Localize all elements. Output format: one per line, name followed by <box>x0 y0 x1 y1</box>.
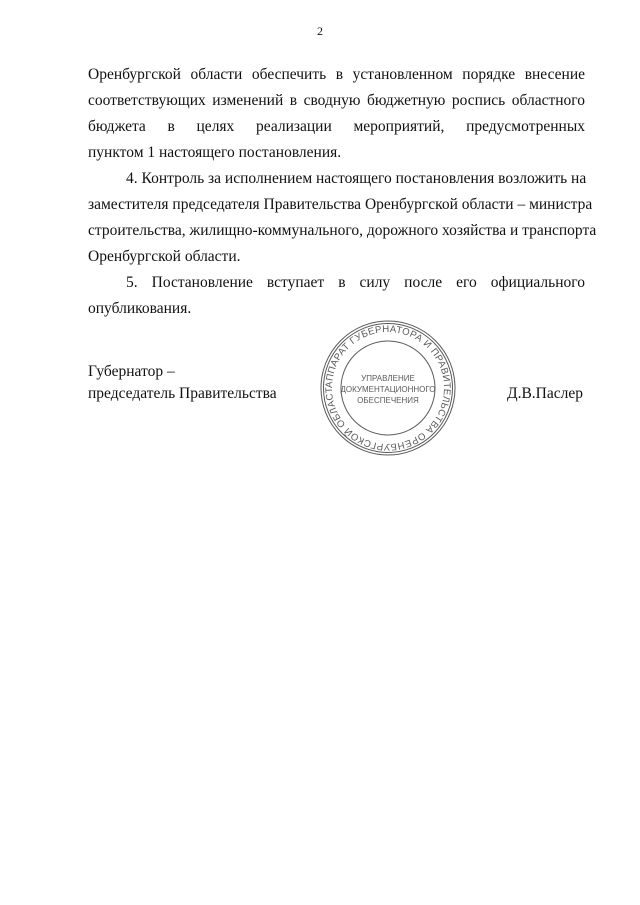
signature-position-line: Губернатор – <box>88 363 175 380</box>
signature-position-line: председатель Правительства <box>88 385 277 402</box>
stamp-center-text: УПРАВЛЕНИЕ <box>361 374 415 383</box>
paragraph-effect <box>88 270 585 322</box>
paragraph-control <box>88 166 597 270</box>
text-line: пунктом 1 настоящего постановления. <box>88 144 342 161</box>
text-line: соответствующих изменений в сводную бюджетную роспись областного <box>88 92 585 109</box>
stamp-center-text: ОБЕСПЕЧЕНИЯ <box>357 396 419 405</box>
official-stamp <box>318 318 458 458</box>
stamp-ring-text: АППАРАТ ГУБЕРНАТОРА И ПРАВИТЕЛЬСТВА ОРЕНБУРГСКОЙ ОБЛАСТ <box>323 323 453 453</box>
text-line: бюджета в целях реализации мероприятий, предусмотренных <box>88 118 585 135</box>
signer-name: Д.В.Паслер <box>507 385 583 402</box>
signature-position <box>88 361 277 405</box>
stamp-center-text: ДОКУМЕНТАЦИОННОГО <box>340 385 436 394</box>
text-line: 5. Постановление вступает в силу после его официального <box>126 274 585 291</box>
text-line: Оренбургской области. <box>88 248 241 265</box>
text-line: 4. Контроль за исполнением настоящего постановления возложить на <box>126 170 587 187</box>
paragraph-budget <box>88 62 585 166</box>
page-number: 2 <box>317 24 323 38</box>
text-line: строительства, жилищно-коммунального, дорожного хозяйства и транспорта <box>88 222 597 239</box>
text-line: опубликования. <box>88 300 192 317</box>
text-line: заместителя председателя Правительства Оренбургской области – министра <box>88 196 593 213</box>
text-line: Оренбургской области обеспечить в установленном порядке внесение <box>88 66 585 83</box>
